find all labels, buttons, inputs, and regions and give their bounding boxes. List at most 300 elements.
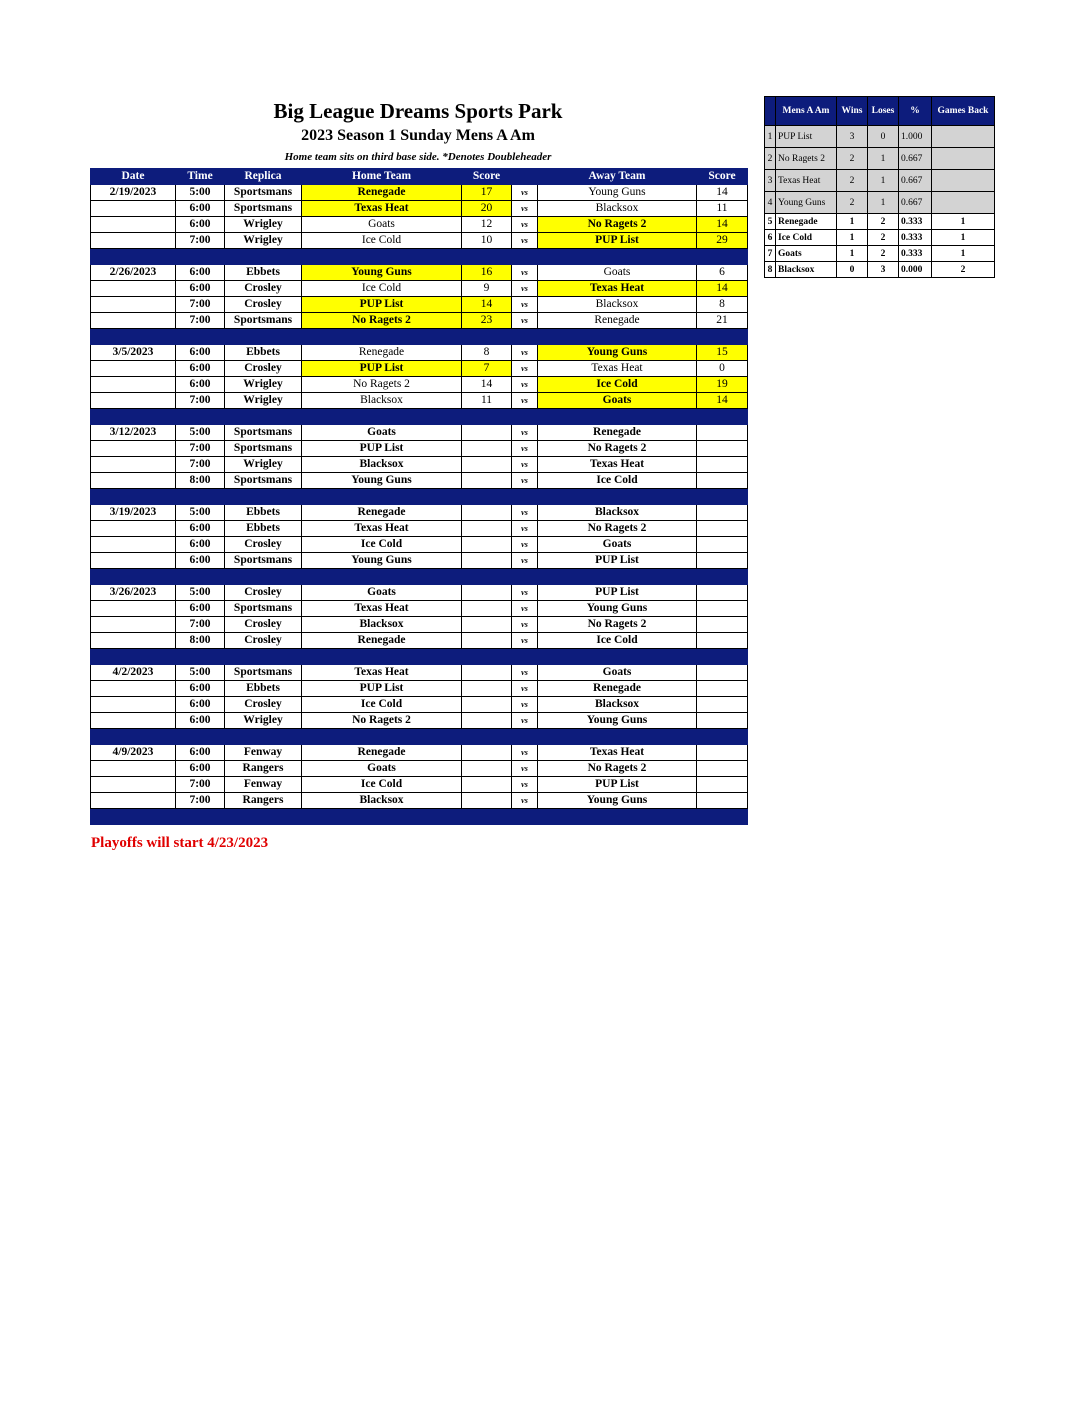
game-row	[91, 281, 748, 297]
home-team: No Ragets 2	[302, 377, 462, 393]
vs-label: vs	[512, 361, 538, 377]
game-field: Sportsmans	[225, 473, 302, 489]
separator-cell	[176, 569, 225, 585]
game-row	[91, 601, 748, 617]
game-field: Crosley	[225, 697, 302, 713]
home-team: Blacksox	[302, 393, 462, 409]
away-team: Goats	[538, 537, 697, 553]
game-field: Ebbets	[225, 345, 302, 361]
standings-games-back: 2	[932, 262, 995, 278]
vs-label: vs	[512, 297, 538, 313]
col-header-home-team: Home Team	[302, 169, 462, 185]
home-team: Blacksox	[302, 457, 462, 473]
away-team: PUP List	[538, 553, 697, 569]
away-score: 21	[697, 313, 748, 329]
home-score	[462, 457, 512, 473]
away-score	[697, 633, 748, 649]
home-team: Ice Cold	[302, 777, 462, 793]
away-team: Young Guns	[538, 793, 697, 809]
home-score	[462, 777, 512, 793]
separator-cell	[538, 249, 697, 265]
standings-games-back	[932, 148, 995, 170]
separator-cell	[462, 489, 512, 505]
home-team: Goats	[302, 585, 462, 601]
standings-team: Goats	[776, 246, 837, 262]
standings-pct: 0.667	[899, 148, 932, 170]
away-team: Young Guns	[538, 345, 697, 361]
playoffs-note: Playoffs will start 4/23/2023	[91, 835, 269, 851]
game-date	[91, 457, 176, 473]
separator-cell	[225, 649, 302, 665]
away-team: Texas Heat	[538, 361, 697, 377]
standings-table	[764, 96, 995, 278]
separator-cell	[302, 249, 462, 265]
home-score	[462, 505, 512, 521]
separator-cell	[697, 649, 748, 665]
away-team: Goats	[538, 665, 697, 681]
game-row	[91, 585, 748, 601]
week-separator	[91, 329, 748, 345]
home-score: 14	[462, 377, 512, 393]
away-team: Ice Cold	[538, 377, 697, 393]
vs-label: vs	[512, 345, 538, 361]
away-score	[697, 681, 748, 697]
away-team: Texas Heat	[538, 457, 697, 473]
standings-col-games-back: Games Back	[932, 97, 995, 126]
game-field: Wrigley	[225, 377, 302, 393]
home-score	[462, 713, 512, 729]
standings-loses: 2	[868, 246, 899, 262]
home-team: PUP List	[302, 441, 462, 457]
away-score: 14	[697, 281, 748, 297]
game-field: Fenway	[225, 745, 302, 761]
vs-label: vs	[512, 777, 538, 793]
standings-games-back	[932, 192, 995, 214]
vs-label: vs	[512, 745, 538, 761]
vs-label: vs	[512, 201, 538, 217]
game-field: Sportsmans	[225, 201, 302, 217]
vs-label: vs	[512, 185, 538, 201]
vs-label: vs	[512, 281, 538, 297]
home-score	[462, 473, 512, 489]
separator-cell	[697, 409, 748, 425]
away-team: Renegade	[538, 425, 697, 441]
away-score	[697, 713, 748, 729]
separator-cell	[538, 569, 697, 585]
game-field: Crosley	[225, 281, 302, 297]
standings-team: Young Guns	[776, 192, 837, 214]
game-time: 7:00	[176, 313, 225, 329]
standings-team: Ice Cold	[776, 230, 837, 246]
separator-cell	[302, 409, 462, 425]
separator-cell	[512, 409, 538, 425]
game-date	[91, 441, 176, 457]
page-subtitle: 2023 Season 1 Sunday Mens A Am	[301, 127, 535, 144]
standings-col-pct: %	[899, 97, 932, 126]
home-score: 23	[462, 313, 512, 329]
game-time: 5:00	[176, 505, 225, 521]
away-team: Texas Heat	[538, 281, 697, 297]
vs-label: vs	[512, 457, 538, 473]
vs-label: vs	[512, 393, 538, 409]
separator-cell	[512, 569, 538, 585]
home-team: PUP List	[302, 681, 462, 697]
separator-cell	[538, 409, 697, 425]
separator-cell	[225, 249, 302, 265]
away-score: 11	[697, 201, 748, 217]
separator-cell	[512, 809, 538, 825]
game-date	[91, 601, 176, 617]
game-time: 6:00	[176, 681, 225, 697]
game-time: 7:00	[176, 457, 225, 473]
separator-cell	[176, 489, 225, 505]
separator-cell	[302, 809, 462, 825]
standings-pct: 0.333	[899, 246, 932, 262]
game-row	[91, 633, 748, 649]
separator-cell	[91, 409, 176, 425]
game-time: 6:00	[176, 345, 225, 361]
home-score: 8	[462, 345, 512, 361]
standings-col-loses: Loses	[868, 97, 899, 126]
game-time: 7:00	[176, 393, 225, 409]
home-team: Renegade	[302, 505, 462, 521]
separator-cell	[512, 329, 538, 345]
home-score	[462, 537, 512, 553]
away-score	[697, 473, 748, 489]
separator-cell	[302, 569, 462, 585]
away-team: Blacksox	[538, 201, 697, 217]
game-time: 7:00	[176, 233, 225, 249]
away-score	[697, 745, 748, 761]
vs-label: vs	[512, 713, 538, 729]
game-field: Crosley	[225, 617, 302, 633]
standings-pct: 0.333	[899, 214, 932, 230]
separator-cell	[512, 649, 538, 665]
game-field: Ebbets	[225, 505, 302, 521]
home-team: Renegade	[302, 633, 462, 649]
away-score: 15	[697, 345, 748, 361]
game-time: 6:00	[176, 537, 225, 553]
away-score	[697, 521, 748, 537]
home-score: 11	[462, 393, 512, 409]
page-title: Big League Dreams Sports Park	[273, 99, 563, 123]
game-time: 6:00	[176, 217, 225, 233]
vs-label: vs	[512, 665, 538, 681]
away-team: Young Guns	[538, 601, 697, 617]
game-row	[91, 793, 748, 809]
separator-cell	[302, 649, 462, 665]
separator-cell	[91, 489, 176, 505]
separator-cell	[176, 249, 225, 265]
game-time: 6:00	[176, 745, 225, 761]
standings-loses: 1	[868, 192, 899, 214]
standings-row	[765, 230, 995, 246]
home-team: Ice Cold	[302, 537, 462, 553]
game-field: Sportsmans	[225, 553, 302, 569]
away-team: No Ragets 2	[538, 521, 697, 537]
game-date	[91, 201, 176, 217]
separator-cell	[512, 489, 538, 505]
home-team-note: Home team sits on third base side. *Denotes Doubleheader	[284, 151, 552, 163]
standings-loses: 2	[868, 214, 899, 230]
separator-cell	[225, 809, 302, 825]
standings-rank: 6	[765, 230, 776, 246]
separator-cell	[538, 809, 697, 825]
standings-row	[765, 170, 995, 192]
game-field: Sportsmans	[225, 665, 302, 681]
standings-pct: 0.667	[899, 192, 932, 214]
vs-label: vs	[512, 761, 538, 777]
home-score	[462, 633, 512, 649]
separator-cell	[538, 489, 697, 505]
game-row	[91, 265, 748, 281]
away-score	[697, 777, 748, 793]
schedule-header-row	[91, 169, 748, 185]
game-row	[91, 345, 748, 361]
home-score	[462, 601, 512, 617]
separator-cell	[462, 329, 512, 345]
away-score	[697, 617, 748, 633]
standings-pct: 1.000	[899, 126, 932, 148]
game-time: 6:00	[176, 201, 225, 217]
game-time: 8:00	[176, 473, 225, 489]
game-row	[91, 617, 748, 633]
home-team: PUP List	[302, 361, 462, 377]
away-score	[697, 553, 748, 569]
away-team: Ice Cold	[538, 473, 697, 489]
game-date: 3/19/2023	[91, 505, 176, 521]
away-team: Blacksox	[538, 697, 697, 713]
col-header-away-score: Score	[697, 169, 748, 185]
separator-cell	[697, 329, 748, 345]
home-score: 14	[462, 297, 512, 313]
vs-label: vs	[512, 441, 538, 457]
game-time: 5:00	[176, 585, 225, 601]
separator-cell	[176, 649, 225, 665]
game-field: Wrigley	[225, 713, 302, 729]
separator-cell	[302, 729, 462, 745]
home-score: 17	[462, 185, 512, 201]
week-separator	[91, 489, 748, 505]
game-date	[91, 793, 176, 809]
game-date	[91, 473, 176, 489]
separator-cell	[225, 409, 302, 425]
standings-games-back	[932, 126, 995, 148]
standings-rank: 3	[765, 170, 776, 192]
game-row	[91, 745, 748, 761]
col-header-vs	[512, 169, 538, 185]
standings-row	[765, 148, 995, 170]
standings-team: No Ragets 2	[776, 148, 837, 170]
home-score	[462, 665, 512, 681]
game-date	[91, 361, 176, 377]
game-row	[91, 697, 748, 713]
away-score	[697, 457, 748, 473]
game-row	[91, 473, 748, 489]
game-row	[91, 425, 748, 441]
game-time: 6:00	[176, 713, 225, 729]
separator-cell	[225, 489, 302, 505]
home-score	[462, 761, 512, 777]
home-score: 12	[462, 217, 512, 233]
away-team: No Ragets 2	[538, 441, 697, 457]
standings-wins: 1	[837, 246, 868, 262]
game-field: Crosley	[225, 537, 302, 553]
separator-cell	[91, 249, 176, 265]
home-score: 16	[462, 265, 512, 281]
game-date	[91, 233, 176, 249]
game-field: Sportsmans	[225, 601, 302, 617]
game-field: Wrigley	[225, 457, 302, 473]
separator-cell	[697, 249, 748, 265]
home-team: Texas Heat	[302, 521, 462, 537]
game-row	[91, 713, 748, 729]
standings-col-wins: Wins	[837, 97, 868, 126]
away-team: Goats	[538, 265, 697, 281]
standings-rank: 8	[765, 262, 776, 278]
home-team: Ice Cold	[302, 697, 462, 713]
game-field: Sportsmans	[225, 313, 302, 329]
away-score: 8	[697, 297, 748, 313]
home-team: Young Guns	[302, 265, 462, 281]
standings-wins: 1	[837, 230, 868, 246]
separator-cell	[538, 329, 697, 345]
game-date: 3/26/2023	[91, 585, 176, 601]
standings-pct: 0.000	[899, 262, 932, 278]
separator-cell	[462, 809, 512, 825]
standings-games-back	[932, 170, 995, 192]
game-date: 2/19/2023	[91, 185, 176, 201]
game-time: 6:00	[176, 761, 225, 777]
separator-cell	[697, 809, 748, 825]
game-time: 5:00	[176, 425, 225, 441]
game-time: 8:00	[176, 633, 225, 649]
separator-cell	[176, 329, 225, 345]
away-team: Ice Cold	[538, 633, 697, 649]
game-row	[91, 457, 748, 473]
home-team: Goats	[302, 425, 462, 441]
game-field: Crosley	[225, 361, 302, 377]
game-date: 4/9/2023	[91, 745, 176, 761]
game-date	[91, 281, 176, 297]
game-row	[91, 505, 748, 521]
game-row	[91, 761, 748, 777]
home-team: Young Guns	[302, 553, 462, 569]
away-score	[697, 793, 748, 809]
game-date	[91, 217, 176, 233]
home-score	[462, 697, 512, 713]
week-separator	[91, 729, 748, 745]
home-team: Renegade	[302, 185, 462, 201]
vs-label: vs	[512, 473, 538, 489]
vs-label: vs	[512, 265, 538, 281]
standings-row	[765, 192, 995, 214]
home-team: Goats	[302, 217, 462, 233]
game-date	[91, 537, 176, 553]
away-score	[697, 665, 748, 681]
vs-label: vs	[512, 505, 538, 521]
away-score	[697, 697, 748, 713]
game-date	[91, 553, 176, 569]
game-date	[91, 393, 176, 409]
separator-cell	[462, 249, 512, 265]
standings-loses: 3	[868, 262, 899, 278]
home-team: Texas Heat	[302, 665, 462, 681]
standings-games-back: 1	[932, 230, 995, 246]
away-score	[697, 585, 748, 601]
vs-label: vs	[512, 681, 538, 697]
standings-loses: 2	[868, 230, 899, 246]
separator-cell	[91, 329, 176, 345]
game-field: Wrigley	[225, 233, 302, 249]
home-score: 20	[462, 201, 512, 217]
vs-label: vs	[512, 377, 538, 393]
game-field: Wrigley	[225, 217, 302, 233]
game-time: 6:00	[176, 521, 225, 537]
away-team: Renegade	[538, 313, 697, 329]
away-score	[697, 425, 748, 441]
week-separator	[91, 809, 748, 825]
week-separator	[91, 249, 748, 265]
standings-rank: 4	[765, 192, 776, 214]
away-team: Blacksox	[538, 297, 697, 313]
game-date	[91, 521, 176, 537]
standings-wins: 2	[837, 148, 868, 170]
vs-label: vs	[512, 521, 538, 537]
game-field: Rangers	[225, 793, 302, 809]
away-team: PUP List	[538, 585, 697, 601]
separator-cell	[697, 489, 748, 505]
away-team: Blacksox	[538, 505, 697, 521]
away-team: Renegade	[538, 681, 697, 697]
standings-pct: 0.333	[899, 230, 932, 246]
home-score: 10	[462, 233, 512, 249]
away-team: Goats	[538, 393, 697, 409]
standings-wins: 2	[837, 192, 868, 214]
vs-label: vs	[512, 633, 538, 649]
game-field: Ebbets	[225, 521, 302, 537]
home-score	[462, 441, 512, 457]
home-team: Renegade	[302, 345, 462, 361]
game-field: Sportsmans	[225, 425, 302, 441]
home-score: 9	[462, 281, 512, 297]
game-date	[91, 777, 176, 793]
game-field: Ebbets	[225, 265, 302, 281]
game-date	[91, 633, 176, 649]
separator-cell	[225, 569, 302, 585]
game-time: 5:00	[176, 665, 225, 681]
game-date: 4/2/2023	[91, 665, 176, 681]
away-team: No Ragets 2	[538, 761, 697, 777]
away-team: No Ragets 2	[538, 617, 697, 633]
game-field: Crosley	[225, 633, 302, 649]
game-time: 7:00	[176, 617, 225, 633]
home-score	[462, 553, 512, 569]
game-row	[91, 217, 748, 233]
game-time: 6:00	[176, 377, 225, 393]
game-time: 5:00	[176, 185, 225, 201]
game-date	[91, 697, 176, 713]
away-team: PUP List	[538, 777, 697, 793]
separator-cell	[91, 649, 176, 665]
col-header-home-score: Score	[462, 169, 512, 185]
game-row	[91, 777, 748, 793]
away-score: 0	[697, 361, 748, 377]
standings-rank: 2	[765, 148, 776, 170]
vs-label: vs	[512, 617, 538, 633]
standings-wins: 3	[837, 126, 868, 148]
game-time: 7:00	[176, 777, 225, 793]
